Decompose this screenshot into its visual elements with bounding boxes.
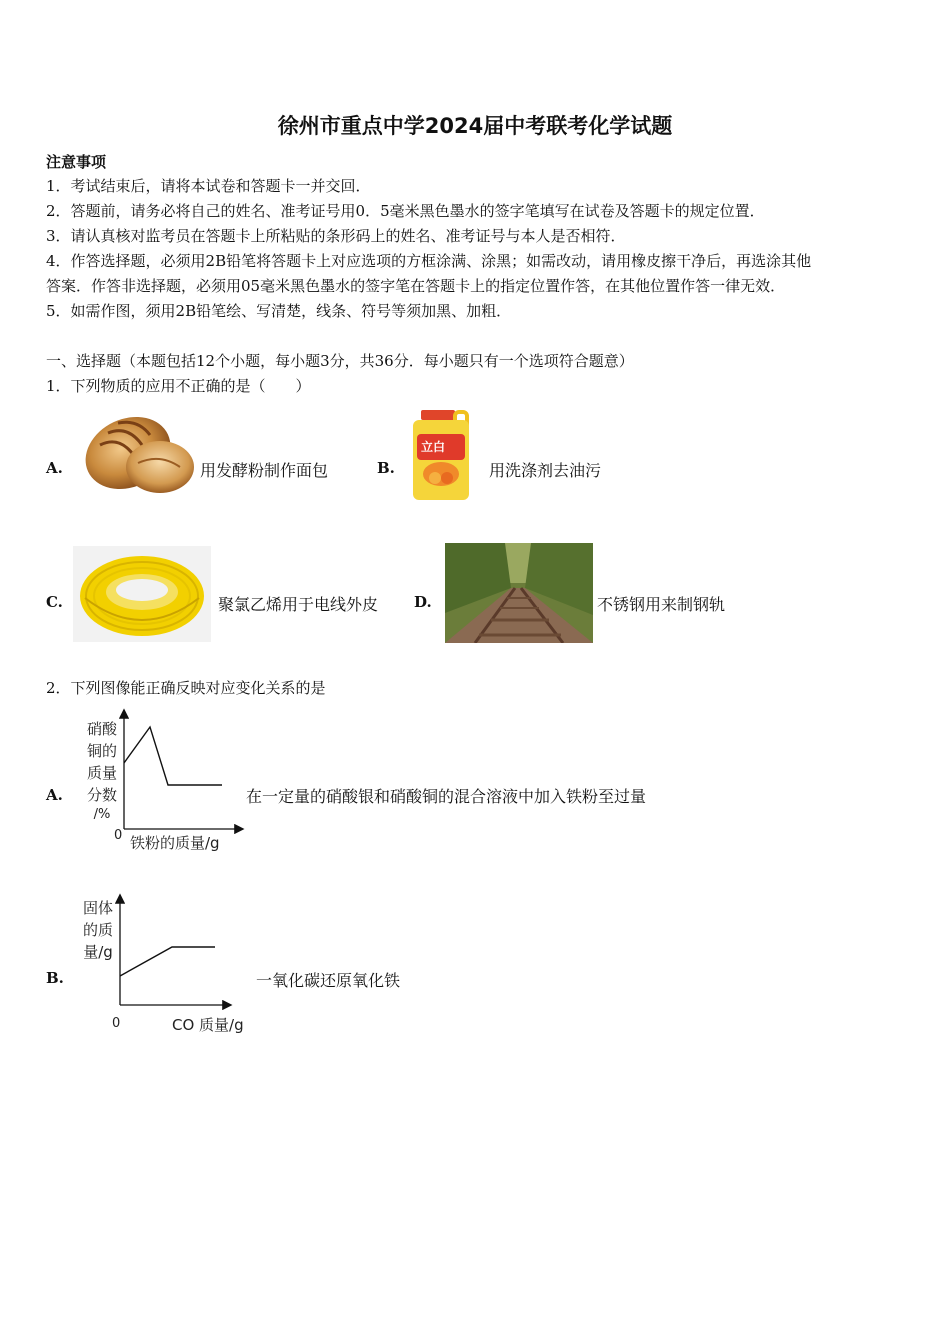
yellow-wire-coil-image bbox=[73, 546, 211, 642]
notice-item: 5．如需作图，须用2B铅笔绘、写清楚，线条、符号等须加黑、加粗． bbox=[46, 302, 512, 320]
detergent-bottle-image bbox=[405, 408, 475, 503]
q2-option-b-letter: B. bbox=[46, 969, 64, 987]
q1-option-a-letter: A. bbox=[46, 459, 63, 477]
q2b-origin-label: 0 bbox=[112, 1016, 121, 1031]
q1-option-d-letter: D. bbox=[414, 593, 432, 611]
exam-title: 徐州市重点中学2024届中考联考化学试题 bbox=[277, 114, 673, 138]
q2-option-b-text: 一氧化碳还原氧化铁 bbox=[256, 971, 401, 990]
q2a-ylabel-line: 分数 bbox=[86, 786, 117, 804]
question-2-stem: 2．下列图像能正确反映对应变化关系的是 bbox=[46, 679, 326, 697]
q2-option-a-letter: A. bbox=[46, 786, 63, 804]
q2b-ylabel-line: 量/g bbox=[83, 943, 113, 961]
notice-item: 1．考试结束后，请将本试卷和答题卡一并交回． bbox=[46, 177, 371, 195]
q2b-ylabel-line: 固体 bbox=[82, 899, 113, 917]
q1-option-b-text: 用洗涤剂去油污 bbox=[489, 461, 602, 480]
q2b-x-axis-label: CO 质量/g bbox=[172, 1016, 244, 1034]
q2a-ylabel-line: /% bbox=[93, 807, 111, 822]
q1-option-d-text: 不锈钢用来制钢轨 bbox=[597, 595, 726, 614]
q2b-graph bbox=[110, 890, 235, 1010]
q2a-curve bbox=[124, 727, 222, 785]
question-1-stem: 1．下列物质的应用不正确的是（ ） bbox=[46, 377, 311, 395]
q2b-ylabel-line: 的质 bbox=[82, 921, 113, 939]
notice-item: 2．答题前，请务必将自己的姓名、准考证号用0．5毫米黑色墨水的签字笔填写在试卷及答题卡的规定位置． bbox=[46, 202, 765, 220]
q1-option-c-text: 聚氯乙烯用于电线外皮 bbox=[218, 595, 379, 614]
q2a-ylabel-line: 铜的 bbox=[86, 742, 117, 760]
detergent-brand-label: 立白 bbox=[421, 440, 446, 454]
notice-item: 3．请认真核对监考员在答题卡上所粘贴的条形码上的姓名、准考证号与本人是否相符． bbox=[46, 227, 626, 245]
q2a-ylabel-line: 硝酸 bbox=[86, 720, 117, 738]
q2a-ylabel-line: 质量 bbox=[86, 764, 117, 782]
q1-option-a-text: 用发酵粉制作面包 bbox=[200, 461, 329, 480]
q2b-curve bbox=[120, 947, 215, 976]
q2a-graph bbox=[112, 705, 247, 835]
q1-option-c-letter: C. bbox=[46, 593, 63, 611]
bread-image bbox=[80, 405, 195, 500]
notice-heading: 注意事项 bbox=[46, 153, 107, 171]
notice-item: 答案．作答非选择题，必须用05毫米黑色墨水的签字笔在答题卡上的指定位置作答，在其他位置作答一律无效． bbox=[46, 277, 786, 295]
q2-option-a-text: 在一定量的硝酸银和硝酸铜的混合溶液中加入铁粉至过量 bbox=[246, 787, 647, 806]
section-heading: 一、选择题（本题包括12个小题，每小题3分，共36分．每小题只有一个选项符合题意） bbox=[46, 352, 634, 370]
notice-item: 4．作答选择题，必须用2B铅笔将答题卡上对应选项的方框涂满、涂黑；如需改动，请用橡皮擦干净后，再选涂其他 bbox=[46, 252, 812, 270]
railway-track-image bbox=[445, 543, 593, 643]
q2a-origin-label: 0 bbox=[114, 828, 123, 843]
q2a-x-axis-label: 铁粉的质量/g bbox=[130, 834, 220, 852]
q1-option-b-letter: B. bbox=[377, 459, 395, 477]
